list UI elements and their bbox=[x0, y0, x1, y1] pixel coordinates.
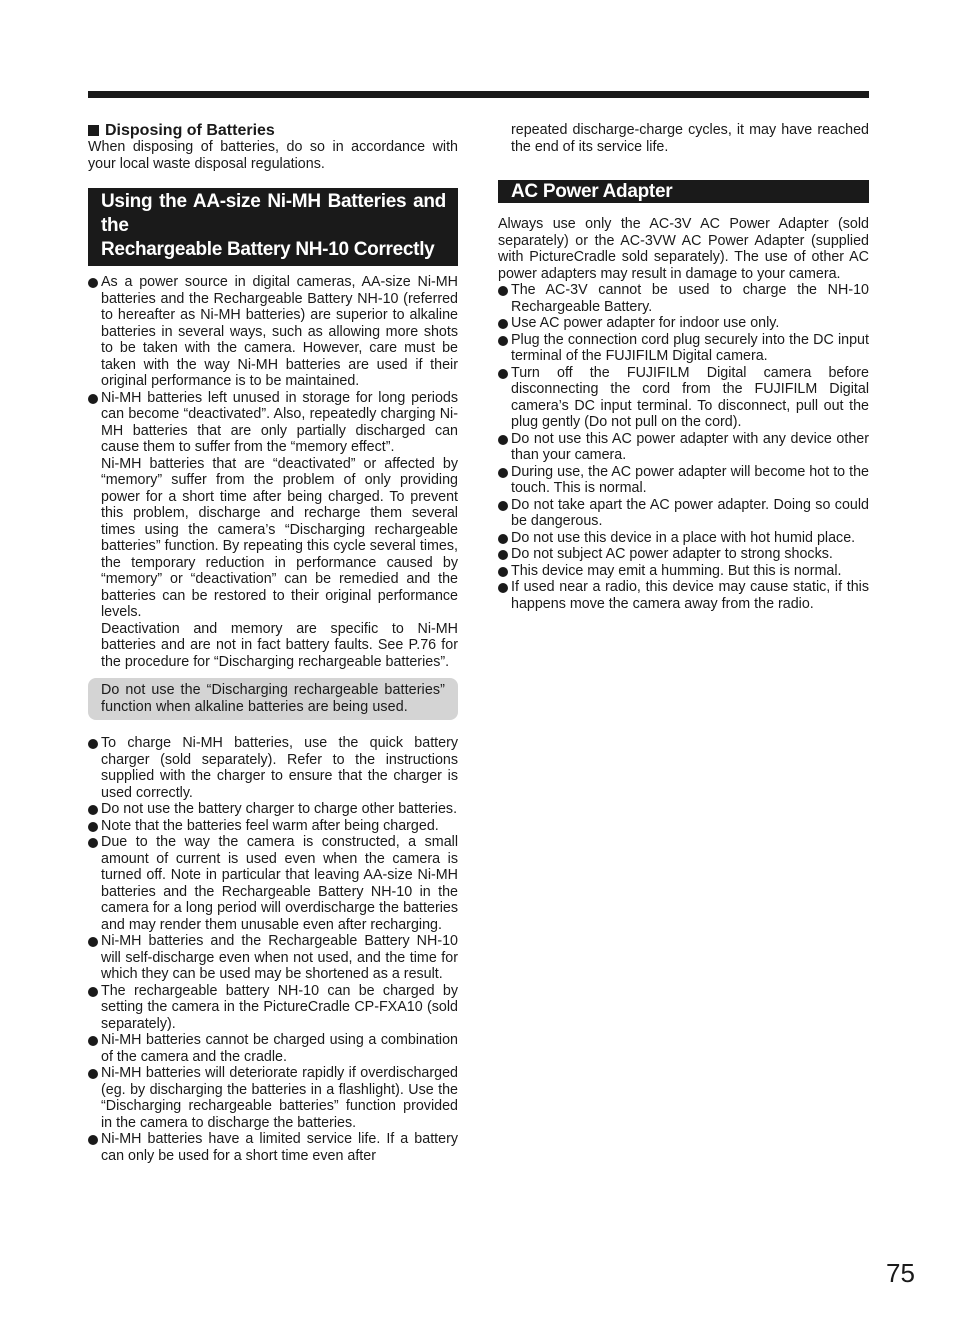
battery-bullets-1 bbox=[88, 274, 458, 670]
list-item: Do not take apart the AC power adapter. Doing so could be dangerous. bbox=[498, 497, 869, 530]
bullet-dot-icon bbox=[498, 319, 508, 329]
list-item: Due to the way the camera is constructed, a small amount of current is used even when the camera is turned off. Note in particular that leaving AA-size Ni-MH batteries and the Rechargeable Battery NH-10 in the camera for a long period will overdischarge the batteries and may render them unusable even after recharging. bbox=[88, 834, 458, 933]
note-box: Do not use the “Discharging rechargeable batteries” function when alkaline batteries are being used. bbox=[88, 678, 458, 720]
list-item: Note that the batteries feel warm after being charged. bbox=[88, 818, 458, 835]
battery-bullets-2 bbox=[88, 735, 458, 1164]
list-item: Do not use the battery charger to charge other batteries. bbox=[88, 801, 458, 818]
bullet-dot-icon bbox=[498, 550, 508, 560]
bullet-dot-icon bbox=[498, 435, 508, 445]
top-rule bbox=[88, 91, 869, 98]
bullet-dot-icon bbox=[498, 567, 508, 577]
ac-adapter-bullets bbox=[498, 282, 869, 612]
bullet-dot-icon bbox=[498, 501, 508, 511]
bullet-dot-icon bbox=[88, 805, 98, 815]
disposing-heading: Disposing of Batteries bbox=[88, 122, 458, 139]
section-title-ac-adapter: AC Power Adapter bbox=[498, 180, 869, 203]
bullet-dot-icon bbox=[88, 1036, 98, 1046]
list-item: Ni-MH batteries and the Rechargeable Battery NH-10 will self-discharge even when not used, and the time for which they can be used may be shortened as a result. bbox=[88, 933, 458, 983]
list-item: Use AC power adapter for indoor use only. bbox=[498, 315, 869, 332]
list-item: Ni-MH batteries will deteriorate rapidly if overdischarged (eg. by discharging the batteries in a flashlight). Use the “Discharging rechargeable batteries” function provided in the camera to discharge the batteries. bbox=[88, 1065, 458, 1131]
bullet-dot-icon bbox=[88, 987, 98, 997]
bullet-dot-icon bbox=[88, 394, 98, 404]
list-item: The AC-3V cannot be used to charge the NH-10 Rechargeable Battery. bbox=[498, 282, 869, 315]
bullet-dot-icon bbox=[498, 468, 508, 478]
list-item: Do not subject AC power adapter to strong shocks. bbox=[498, 546, 869, 563]
bullet-dot-icon bbox=[498, 336, 508, 346]
list-item: Ni-MH batteries cannot be charged using a combination of the camera and the cradle. bbox=[88, 1032, 458, 1065]
bullet-dot-icon bbox=[498, 534, 508, 544]
list-item: To charge Ni-MH batteries, use the quick battery charger (sold separately). Refer to the instructions supplied with the charger to ensure that the charger is used correctly. bbox=[88, 735, 458, 801]
left-column bbox=[88, 122, 458, 1164]
bullet-dot-icon bbox=[88, 278, 98, 288]
right-column bbox=[498, 122, 869, 612]
bullet-dot-icon bbox=[88, 838, 98, 848]
continuation-text: repeated discharge-charge cycles, it may have reached the end of its service life. bbox=[511, 122, 869, 155]
page-number: 75 bbox=[886, 1258, 915, 1288]
list-item: If used near a radio, this device may cause static, if this happens move the camera away from the radio. bbox=[498, 579, 869, 612]
square-bullet-icon bbox=[88, 125, 99, 136]
bullet-dot-icon bbox=[88, 1069, 98, 1079]
bullet-dot-icon bbox=[498, 583, 508, 593]
list-item: Plug the connection cord plug securely into the DC input terminal of the FUJIFILM Digital camera. bbox=[498, 332, 869, 365]
section-title-batteries: Using the AA-size Ni-MH Batteries and the Rechargeable Battery NH-10 Correctly bbox=[88, 188, 458, 266]
bullet-dot-icon bbox=[498, 369, 508, 379]
list-item: The rechargeable battery NH-10 can be charged by setting the camera in the PictureCradle CP-FXA10 (sold separately). bbox=[88, 983, 458, 1033]
list-item: As a power source in digital cameras, AA-size Ni-MH batteries and the Rechargeable Battery NH-10 (referred to hereafter as Ni-MH batteries) are superior to alkaline batteries in several ways, such as allowing more shots to be taken with the camera. However, care must be taken with the way Ni-MH batteries are used if their original performance is to be maintained. bbox=[88, 274, 458, 390]
list-item: Ni-MH batteries left unused in storage for long periods can become “deactivated”. Also, repeatedly charging Ni-MH batteries that are only partially discharged can cause them to suffer from the “memory effect”. Ni-MH batteries that are “deactivated” or affected by “memory” suffer from the problem of only providing power for a short time after being charged. To prevent this problem, discharge and recharge them several times using the camera’s “Discharging rechargeable batteries” function. By repeating this cycle several times, the temporary reduction in performance caused by “memory” or “deactivation” can be remedied and the batteries can be restored to their original performance levels. Deactivation and memory are specific to Ni-MH batteries and are not in fact battery faults. See P.76 for the procedure for “Discharging rechargeable batteries”. bbox=[88, 390, 458, 671]
bullet-subparagraph: Ni-MH batteries that are “deactivated” or affected by “memory” suffer from the problem of only providing power for a short time after being charged. To prevent this problem, discharge and recharge them several times using the camera’s “Discharging rechargeable batteries” function. By repeating this cycle several times, the temporary reduction in performance caused by “memory” or “deactivation” can be remedied and the batteries can be restored to their original performance levels. bbox=[101, 455, 458, 620]
bullet-dot-icon bbox=[88, 1135, 98, 1145]
list-item: Turn off the FUJIFILM Digital camera before disconnecting the cord from the FUJIFILM Digital camera’s DC input terminal. To disconnect, pull out the plug gently (Do not pull on the cord). bbox=[498, 365, 869, 431]
bullet-subparagraph: Deactivation and memory are specific to Ni-MH batteries and are not in fact battery faults. See P.76 for the procedure for “Discharging rechargeable batteries”. bbox=[101, 620, 458, 670]
bullet-dot-icon bbox=[88, 822, 98, 832]
ac-adapter-intro: Always use only the AC-3V AC Power Adapter (sold separately) or the AC-3VW AC Power Adapter (supplied with PictureCradle sold separately). The use of other AC power adapters may result in damage to your camera. bbox=[498, 216, 869, 282]
bullet-dot-icon bbox=[88, 937, 98, 947]
list-item: During use, the AC power adapter will become hot to the touch. This is normal. bbox=[498, 464, 869, 497]
bullet-dot-icon bbox=[498, 286, 508, 296]
list-item: This device may emit a humming. But this is normal. bbox=[498, 563, 869, 580]
disposing-text: When disposing of batteries, do so in accordance with your local waste disposal regulations. bbox=[88, 139, 458, 172]
bullet-dot-icon bbox=[88, 739, 98, 749]
list-item: Do not use this device in a place with hot humid place. bbox=[498, 530, 869, 547]
list-item: Ni-MH batteries have a limited service life. If a battery can only be used for a short time even after bbox=[88, 1131, 458, 1164]
list-item: Do not use this AC power adapter with any device other than your camera. bbox=[498, 431, 869, 464]
